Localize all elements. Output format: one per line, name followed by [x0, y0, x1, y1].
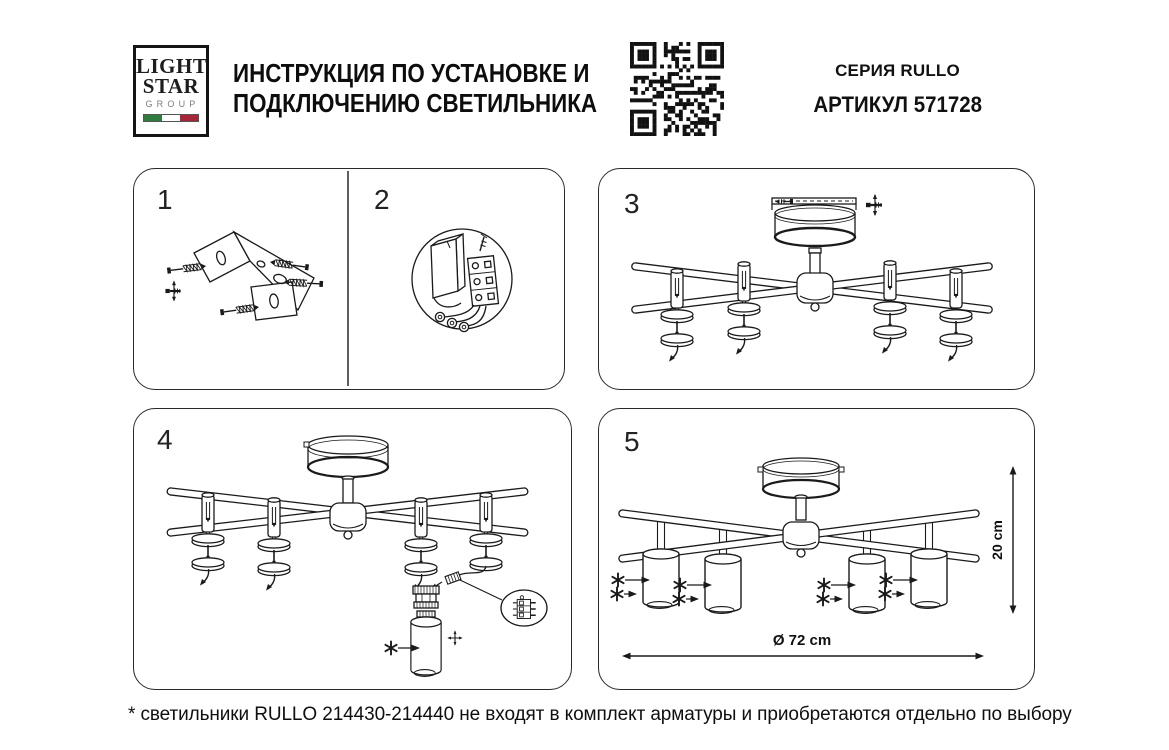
lamp-holder	[661, 269, 693, 363]
rullo-shade	[643, 549, 679, 608]
central-hub	[797, 273, 833, 311]
step-number-1: 1	[157, 184, 173, 215]
step-number-2: 2	[374, 184, 390, 215]
screw-direction-icon	[165, 280, 180, 301]
footnote: * светильники RULLO 214430-214440 не входят в комплект арматуры и приобретаются отдельно по выбору	[128, 704, 1072, 725]
dimension-diameter	[622, 632, 984, 659]
wiring-detail-diagram	[412, 229, 512, 332]
wires	[435, 305, 486, 332]
socket-cable	[429, 566, 502, 600]
step-number-5: 5	[624, 426, 640, 457]
central-hub	[783, 522, 819, 557]
steps-1-2-drawing	[134, 169, 563, 388]
chandelier-frame-drawing	[599, 169, 1033, 388]
rullo-shade	[705, 554, 741, 613]
mounting-bracket-diagram	[165, 232, 323, 320]
step-number-4: 4	[157, 424, 173, 455]
dimension-height-label: 20 cm	[989, 520, 1005, 560]
dimension-height	[989, 466, 1016, 614]
canopy	[758, 458, 844, 520]
socket-install-drawing	[134, 409, 570, 688]
screw-direction-icon	[866, 194, 882, 216]
italian-flag-icon	[143, 114, 199, 122]
lightstar-logo	[133, 45, 209, 137]
panel-step-3	[598, 168, 1035, 390]
lamp-holder	[940, 269, 972, 363]
dimension-diameter-label: Ø 72 cm	[772, 632, 832, 649]
panel-steps-1-2	[133, 168, 565, 390]
lamp-holder	[258, 498, 290, 592]
panel-step-4	[133, 408, 572, 690]
asterisk-icon	[385, 642, 396, 655]
move-cross-icon	[447, 630, 462, 645]
central-hub	[330, 503, 366, 539]
title-line-1: ИНСТРУКЦИЯ ПО УСТАНОВКЕ И	[233, 58, 590, 88]
page-title	[233, 58, 656, 118]
series-label: СЕРИЯ RULLO	[835, 61, 960, 80]
logo-word-light: LIGHT	[136, 54, 208, 78]
qr-code	[630, 42, 724, 136]
title-line-2: ПОДКЛЮЧЕНИЮ СВЕТИЛЬНИКА	[233, 88, 598, 118]
assembled-fixture-drawing	[599, 409, 1033, 688]
logo-word-group: GROUP	[145, 99, 200, 109]
terminal-detail	[501, 590, 547, 626]
lamp-holder	[192, 493, 224, 587]
lamp-holder	[405, 498, 437, 592]
article-label: АРТИКУЛ 571728	[813, 92, 982, 117]
product-info	[795, 61, 1000, 118]
canopy	[775, 205, 855, 274]
plug-connector	[445, 572, 461, 584]
terminal-block	[468, 234, 499, 306]
lamp-socket	[413, 586, 439, 617]
logo-word-star: STAR	[142, 74, 200, 98]
canopy	[304, 436, 388, 503]
rullo-shade	[911, 549, 947, 608]
panel-step-5	[598, 408, 1035, 690]
step-number-3: 3	[624, 188, 640, 219]
